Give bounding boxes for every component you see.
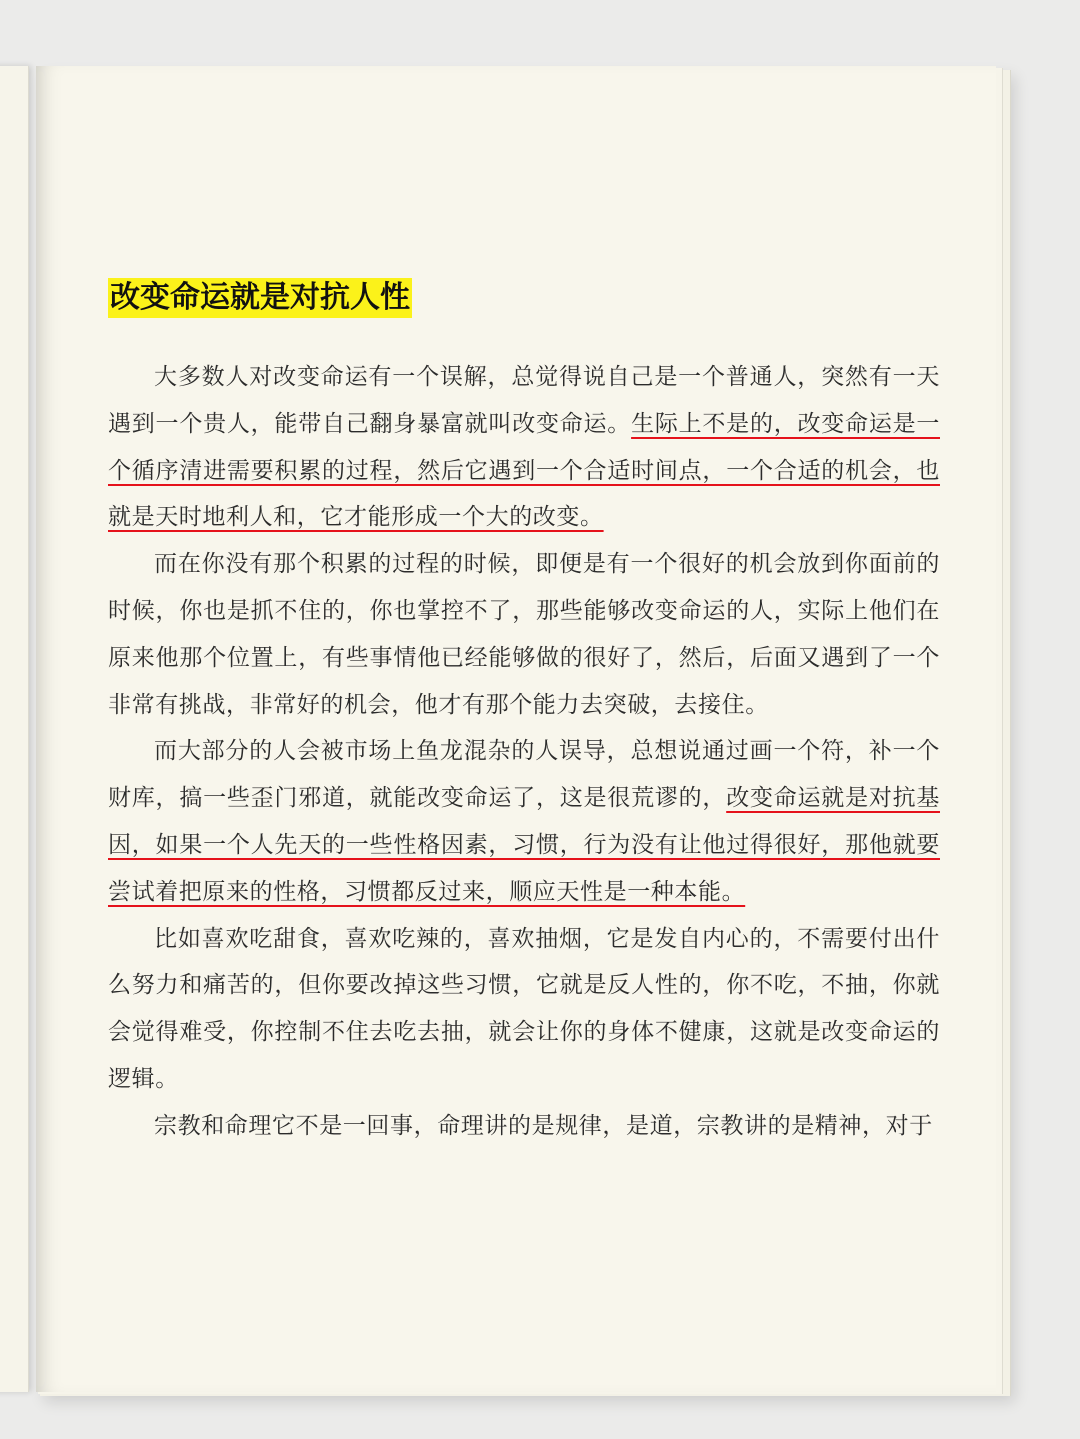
paragraph-3-text: 而大部分的人会被市场上鱼龙混杂的人误导，总想说通过画一个符，补一个财库，搞一些歪门邪道，就能改变命运了，这是很荒谬的， [108, 738, 940, 812]
paragraph-1 [108, 354, 940, 541]
highlighted-heading: 改变命运就是对抗人性 [108, 278, 412, 318]
paragraph-2-text: 而在你没有那个积累的过程的时候，即便是有一个很好的机会放到你面前的时候，你也是抓不住的，你也掌控不了，那些能够改变命运的人，实际上他们在原来他那个位置上，有些事情他已经能够做的很好了，然后，后面又遇到了一个非常有挑战，非常好的机会，他才有那个能力去突破，去接住。 [108, 551, 940, 718]
body-text [108, 354, 940, 1150]
paragraph-1-text: 大多数人对改变命运有一个误解，总觉得说自己是一个普通人，突然有一天遇到一个贵人，能带自己翻身暴富就叫改变命运。 [108, 364, 940, 437]
paragraph-2 [108, 541, 940, 728]
book-page [36, 66, 996, 1392]
paragraph-4 [108, 916, 940, 1103]
paragraph-5 [108, 1103, 940, 1150]
left-page-edge [0, 66, 29, 1392]
paragraph-3 [108, 728, 940, 915]
paragraph-3-underlined-text: 改变命运就是对抗基因，如果一个人先天的一些性格因素，习惯，行为没有让他过得很好，那他就要尝试着把原来的性格，习惯都反过来，顺应天性是一种本能。 [108, 785, 940, 905]
paragraph-1-underlined-text: 生际上不是的，改变命运是一个循序清进需要积累的过程，然后它遇到一个合适时间点，一个合适的机会，也就是天时地利人和，它才能形成一个大的改变。 [108, 410, 940, 531]
paragraph-5-text: 宗教和命理它不是一回事，命理讲的是规律，是道，宗教讲的是精神，对于 [154, 1112, 933, 1139]
paragraph-4-text: 比如喜欢吃甜食，喜欢吃辣的，喜欢抽烟，它是发自内心的，不需要付出什么努力和痛苦的，但你要改掉这些习惯，它就是反人性的，你不吃，不抽，你就会觉得难受，你控制不住去吃去抽，就会让你的身体不健康，这就是改变命运的逻辑。 [108, 925, 940, 1092]
